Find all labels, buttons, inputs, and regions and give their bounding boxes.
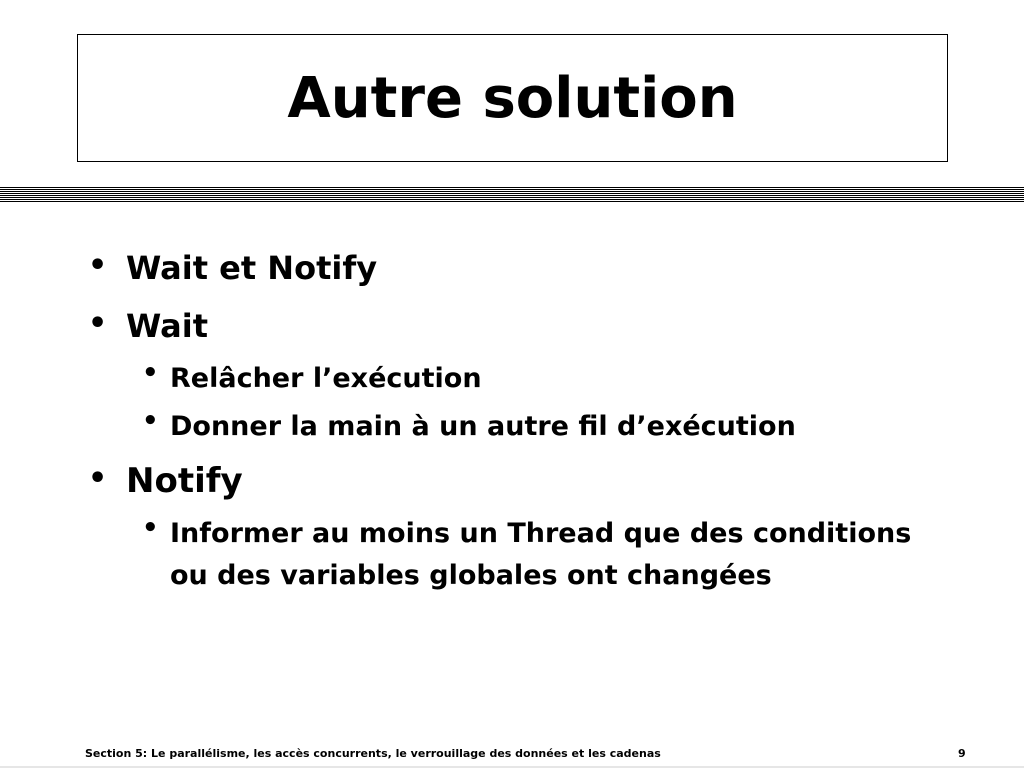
bullet-text: Wait bbox=[126, 307, 209, 345]
bullet-text: Wait et Notify bbox=[126, 249, 378, 287]
bullet-text: Informer au moins un Thread que des conditions ou des variables globales ont changées bbox=[170, 518, 912, 591]
bullet-icon: • bbox=[88, 248, 108, 283]
bullet-item bbox=[88, 461, 243, 501]
bullet-text: Relâcher l’exécution bbox=[170, 363, 482, 394]
sub-bullet-item bbox=[142, 513, 942, 597]
page-number: 9 bbox=[958, 747, 966, 760]
bullet-icon: • bbox=[142, 358, 159, 388]
slide-footer bbox=[0, 744, 1024, 764]
sub-bullet-item bbox=[142, 358, 482, 400]
bullet-icon: • bbox=[88, 461, 108, 496]
bullet-item bbox=[88, 248, 377, 288]
bullet-item bbox=[88, 306, 208, 346]
bullet-icon: • bbox=[88, 306, 108, 341]
bullet-text: Notify bbox=[126, 461, 243, 501]
bullet-icon: • bbox=[142, 406, 159, 436]
slide-title: Autre solution bbox=[287, 65, 738, 131]
bullet-text: Donner la main à un autre fil d’exécution bbox=[170, 411, 796, 442]
bullet-icon: • bbox=[142, 513, 159, 543]
sub-bullet-item bbox=[142, 406, 796, 448]
footer-section-title: Section 5: Le parallélisme, les accès concurrents, le verrouillage des données et les cadenas bbox=[85, 747, 661, 760]
